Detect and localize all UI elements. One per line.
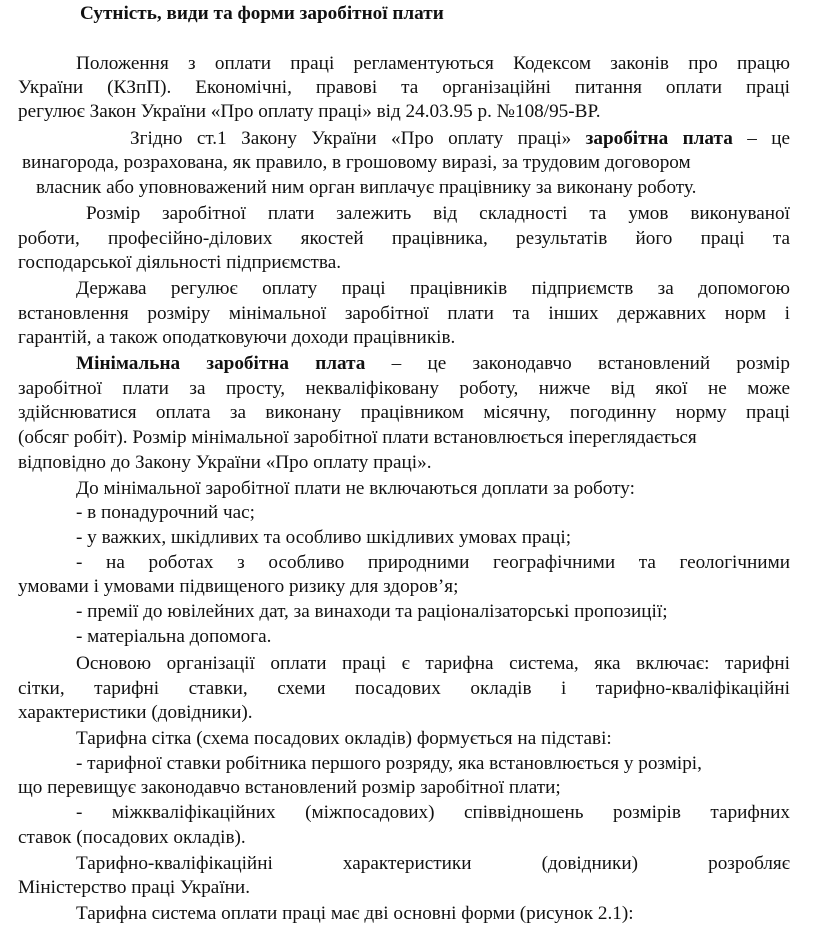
paragraph-line: гарантій, а також оподатковуючи доходи працівників. [18,327,456,348]
paragraph-line: Розмір заробітної плати залежить від складності та умов виконуваної [86,203,790,224]
paragraph-line: здійснюватися оплата за виконану працівником місячну, погодинну норму праці [18,402,790,423]
paragraph-line: України (КЗпП). Економічні, правові та організаційні питання оплати праці [18,77,790,98]
list-item: - міжкваліфікаційних (міжпосадових) співвідношень розмірів тарифних [76,802,790,823]
paragraph-line: сітки, тарифні ставки, схеми посадових окладів і тарифно-кваліфікаційні [18,678,790,699]
list-item: - в понадурочний час; [76,502,256,523]
paragraph-line: Тарифно-кваліфікаційні характеристики (довідники) розробляє [76,853,790,874]
paragraph-line: Держава регулює оплату праці працівників підприємств за допомогою [76,278,790,299]
list-item-continuation: що перевищує законодавчо встановлений розмір заробітної плати; [18,777,561,798]
paragraph-line: (обсяг робіт). Розмір мінімальної заробітної плати встановлюється іпереглядається [18,427,697,448]
paragraph-line: встановлення розміру мінімальної заробітної плати та інших державних норм і [18,303,790,324]
paragraph-line: Основою організації оплати праці є тарифна система, яка включає: тарифні [76,653,790,674]
term-minimum-wage: Мінімальна заробітна плата [76,353,366,374]
document-title: Сутність, види та форми заробітної плати [80,3,444,24]
term-wage: заробітна плата [585,128,733,149]
paragraph-line: Мінімальна заробітна плата – це законодавчо встановлений розмір [76,353,790,374]
paragraph-line: Положення з оплати праці регламентуються Кодексом законів про працю [76,53,790,74]
list-item: - у важких, шкідливих та особливо шкідливих умовах праці; [76,527,572,548]
list-item-continuation: умовами і умовами підвищеного ризику для здоров’я; [18,576,459,597]
paragraph-line: регулює Закон України «Про оплату праці» від 24.03.95 р. №108/95-ВР. [18,101,601,122]
paragraph-line: роботи, професійно-ділових якостей працівника, результатів його праці та [18,228,790,249]
paragraph-line: Згідно ст.1 Закону України «Про оплату праці» заробітна плата – це [130,128,790,149]
paragraph-line: заробітної плати за просту, некваліфіковану роботу, нижче від якої не може [18,378,790,399]
paragraph-line: характеристики (довідники). [18,702,253,723]
paragraph-line: Тарифна система оплати праці має дві основні форми (рисунок 2.1): [76,903,634,924]
list-item: - матеріальна допомога. [76,626,272,647]
paragraph-line: господарської діяльності підприємства. [18,252,342,273]
paragraph-line: Міністерство праці України. [18,877,250,898]
list-item: - премії до ювілейних дат, за винаходи та раціоналізаторські пропозиції; [76,601,668,622]
list-item-continuation: ставок (посадових окладів). [18,827,246,848]
paragraph-line: Тарифна сітка (схема посадових окладів) формується на підставі: [76,728,612,749]
paragraph-line: винагорода, розрахована, як правило, в грошовому виразі, за трудовим договором [22,152,691,173]
list-item: - на роботах з особливо природними географічними та геологічними [76,552,790,573]
paragraph-line: відповідно до Закону України «Про оплату праці». [18,452,432,473]
paragraph-line: власник або уповноважений ним орган виплачує працівнику за виконану роботу. [36,177,697,198]
list-item: - тарифної ставки робітника першого розряду, яка встановлюється у розмірі, [76,753,702,774]
paragraph-line: До мінімальної заробітної плати не включаються доплати за роботу: [76,478,635,499]
